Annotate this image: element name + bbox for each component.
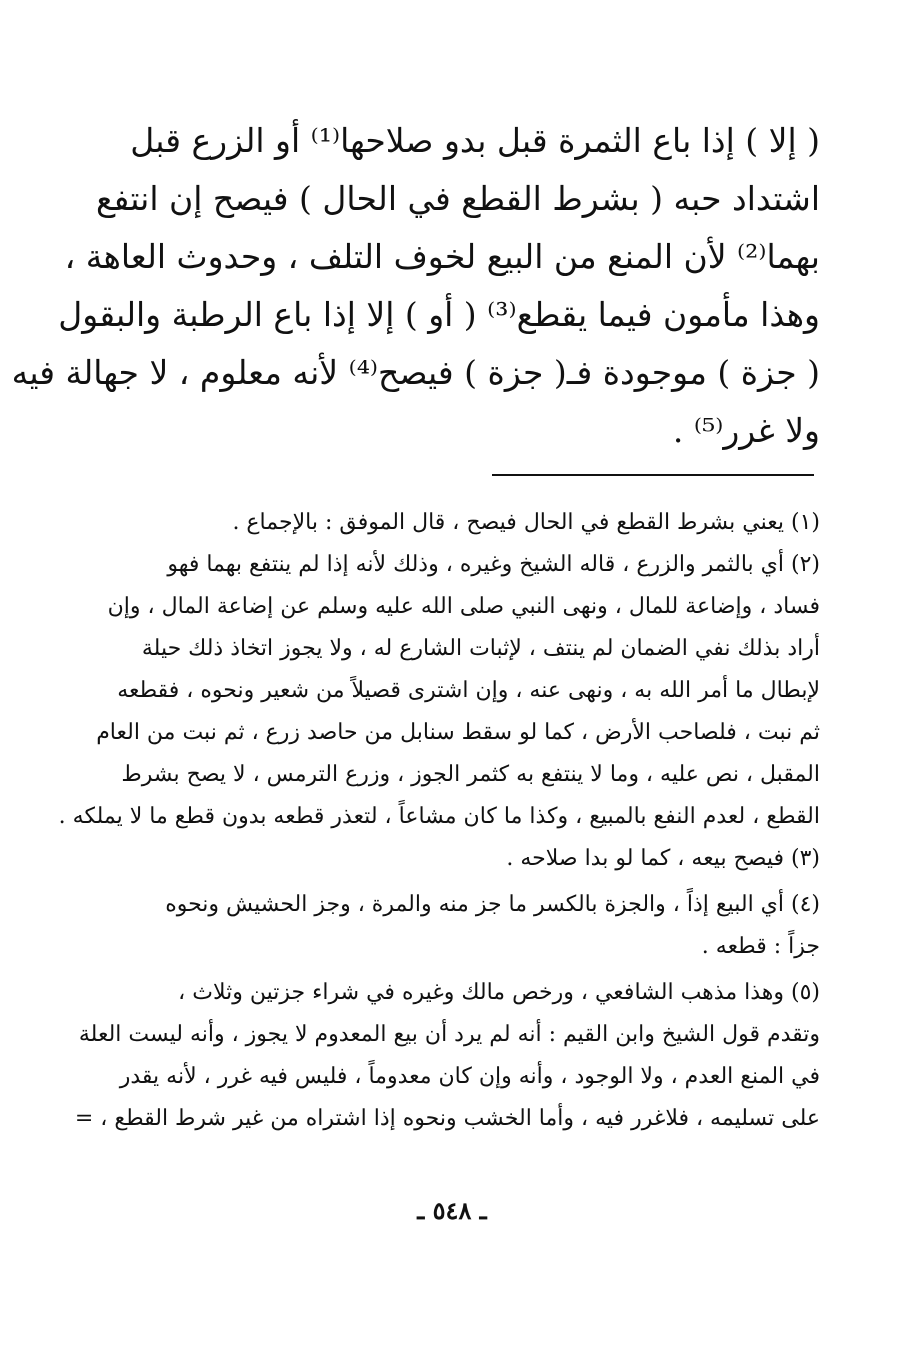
footnote-line: في المنع العدم ، ولا الوجود ، وأنه وإن كان معدوماً ، فليس فيه غرر ، لأنه يقدر — [119, 1064, 820, 1089]
footnote-line: جزاً : قطعه . — [701, 934, 820, 959]
footnote-line: (٥) وهذا مذهب الشافعي ، ورخص مالك وغيره في شراء جزتين وثلاث ، — [178, 980, 820, 1005]
footnotes — [58, 502, 820, 1140]
footnote-line: فساد ، وإضاعة للمال ، ونهى النبي صلى الله عليه وسلم عن إضاعة المال ، وإن — [107, 594, 820, 619]
footnote-line: ثم نبت ، فلصاحب الأرض ، كما لو سقط سنابل من حاصد زرع ، ثم نبت من العام — [96, 720, 820, 745]
page-number: ـ ٥٤٨ ـ — [417, 1196, 487, 1225]
footnote-line: (١) يعني بشرط القطع في الحال فيصح ، قال الموفق : بالإجماع . — [232, 510, 820, 535]
footnote-line: لإبطال ما أمر الله به ، ونهى عنه ، وإن اشترى قصيلاً من شعير ونحوه ، فقطعه — [117, 678, 820, 703]
footnote-separator — [492, 474, 814, 476]
footnote-line: وتقدم قول الشيخ وابن القيم : أنه لم يرد أن بيع المعدوم لا يجوز ، وأنه ليست العلة — [78, 1022, 820, 1047]
footnote-line: (٣) فيصح بيعه ، كما لو بدا صلاحه . — [506, 846, 820, 871]
footnote-line: المقبل ، نص عليه ، وما لا ينتفع به كثمر الجوز ، وزرع الترمس ، لا يصح بشرط — [121, 762, 820, 787]
footnote-line: أراد بذلك نفي الضمان لم ينتف ، لإثبات الشارع له ، ولا يجوز اتخاذ ذلك حيلة — [141, 636, 820, 661]
main-text-line: اشتداد حبه ( بشرط القطع في الحال ) فيصح إن انتفع — [95, 179, 820, 218]
footnote-3 — [78, 838, 820, 880]
footnote-1 — [78, 502, 820, 544]
main-text — [11, 112, 820, 460]
footnote-line: القطع ، لعدم النفع بالمبيع ، وكذا ما كان مشاعاً ، لتعذر قطعه بدون قطع ما لا يملكه . — [58, 804, 820, 829]
footnote-4 — [78, 884, 820, 968]
main-text-line: ولا غرر⁽⁵⁾ . — [672, 411, 820, 450]
footnote-line: (٤) أي البيع إذاً ، والجزة بالكسر ما جز منه والمرة ، وجز الحشيش ونحوه — [165, 892, 820, 917]
main-text-line: وهذا مأمون فيما يقطع⁽³⁾ ( أو ) إلا إذا باع الرطبة والبقول — [58, 295, 820, 334]
main-text-line: بهما⁽²⁾ لأن المنع من البيع لخوف التلف ، وحدوث العاهة ، — [64, 237, 820, 276]
footnote-line: (٢) أي بالثمر والزرع ، قاله الشيخ وغيره ، وذلك لأنه إذا لم ينتفع بهما فهو — [167, 552, 820, 577]
footnote-5 — [74, 972, 820, 1140]
main-text-line: ( جزة ) موجودة فـ( جزة ) فيصح⁽⁴⁾ لأنه معلوم ، لا جهالة فيه — [11, 353, 820, 392]
main-text-line: ( إلا ) إذا باع الثمرة قبل بدو صلاحها⁽¹⁾ أو الزرع قبل — [130, 121, 820, 160]
footnote-2 — [58, 544, 820, 838]
footnote-line: على تسليمه ، فلاغرر فيه ، وأما الخشب ونحوه إذا اشتراه من غير شرط القطع ، = — [74, 1106, 820, 1131]
